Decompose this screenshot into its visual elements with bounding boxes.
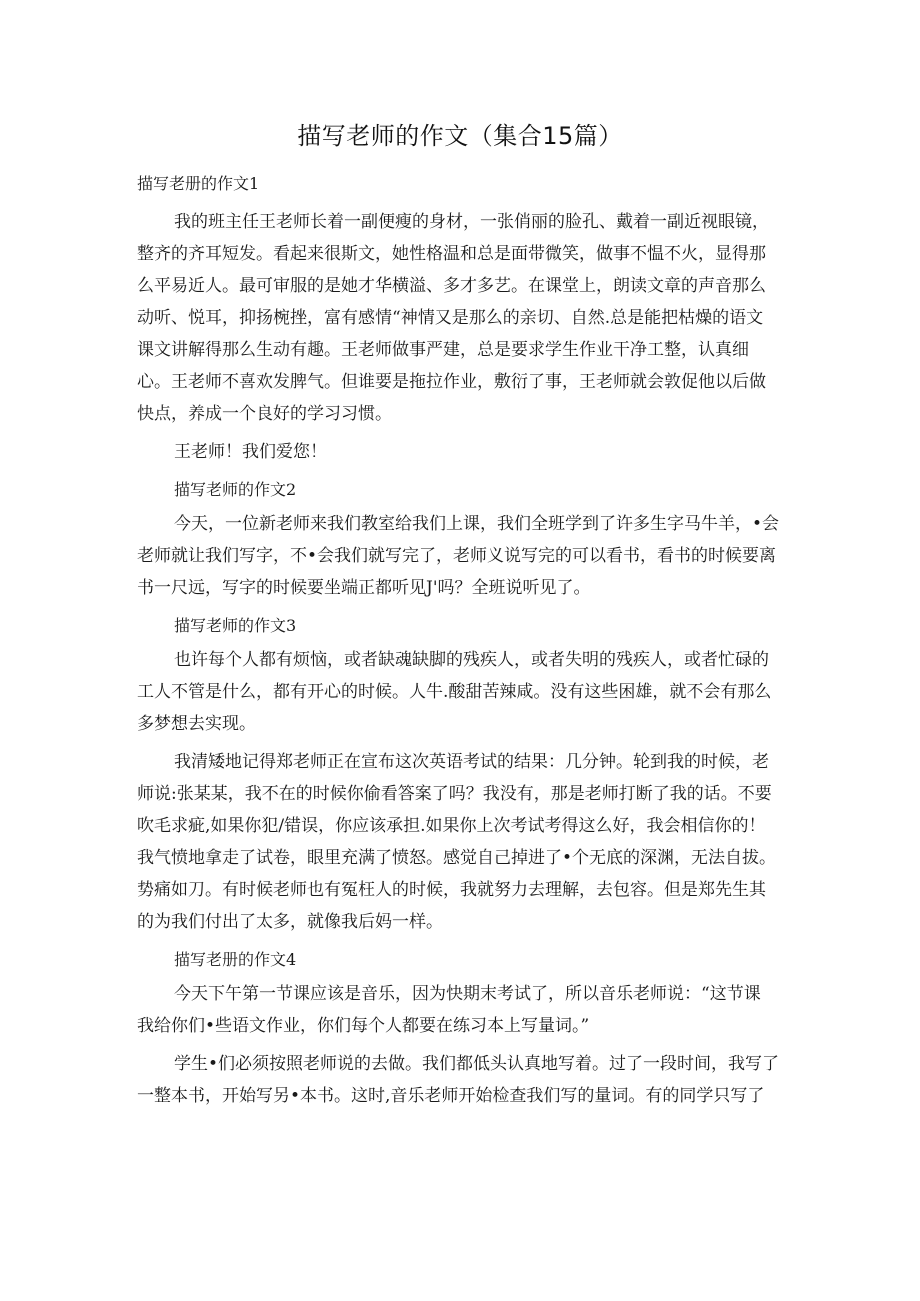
paragraph	[137, 746, 777, 938]
paragraph-line: 我清矮地记得郑老师正在宣布这次英语考试的结果：几分钟。轮到我的时候，老	[174, 752, 769, 772]
paragraph-line: 我给你们•些语文作业，你们每个人都要在练习本上写量词。”	[137, 1016, 590, 1036]
paragraph	[137, 206, 777, 430]
section-heading: 描写老师的作文2	[174, 480, 297, 499]
section-heading: 描写老师的作文3	[174, 616, 297, 635]
paragraph-line: 今天，一位新老师来我们教室给我们上课，我们全班学到了许多生字马牛羊，•会	[174, 514, 780, 534]
document-body	[137, 168, 780, 1118]
paragraph	[137, 644, 777, 740]
paragraph-line: 也许每个人都有烦恼，或者缺魂缺脚的残疾人，或者失明的残疾人，或者忙碌的	[174, 650, 769, 670]
paragraph-line: 心。王老师不喜欢发脾气。但谁要是拖拉作业，敷衍了事，王老师就会敦促他以后做	[137, 372, 766, 392]
paragraph-line: 一整本书，开始写另•本书。这时,音乐老师开始检查我们写的量词。有的同学只写了	[137, 1086, 765, 1106]
paragraph-line: 我的班主任王老师长着一副便瘦的身材，一张俏丽的脸孔、戴着一副近视眼镜，	[174, 212, 769, 232]
paragraph-line: 快点，养成一个良好的学习习惯。	[137, 404, 392, 424]
paragraph-line: 动听、悦耳，抑扬椀挫，富有感情“神情又是那么的亲切、自然.总是能把枯燥的语文	[137, 308, 764, 328]
section-heading: 描写老册的作文4	[174, 950, 297, 969]
paragraph	[137, 508, 780, 604]
paragraph	[137, 436, 777, 468]
paragraph-line: 课文讲解得那么生动有趣。王老师做事严建，总是要求学生作业干净工整，认真细	[137, 340, 749, 360]
paragraph-line: 整齐的齐耳短发。看起来很斯文，她性格温和总是面带微笑，做事不愠不火，显得那	[137, 244, 766, 264]
paragraph	[137, 978, 777, 1042]
paragraph-line: 么平易近人。最可审服的是她才华横溢、多才多艺。在课堂上，朗读文章的声音那么	[137, 276, 766, 296]
paragraph-line: 吹毛求疵,如果你犯/错误，你应该承担.如果你上次考试考得这么好，我会相信你的！	[137, 816, 766, 836]
paragraph-line: 我气愤地拿走了试卷，眼里充满了愤怒。感觉自己掉进了•个无底的深渊，无法自拔。	[137, 848, 777, 868]
paragraph-line: 工人不管是什么，都有开心的时候。人牛.酸甜苦辣咸。没有这些困雄，就不会有那么	[137, 682, 772, 702]
paragraph-line: 的为我们付出了太多，就像我后妈一样。	[137, 912, 443, 932]
paragraph-line: 势痛如刀。有时候老师也有冤枉人的时候，我就努力去理解，去包容。但是郑先生其	[137, 880, 766, 900]
paragraph-line: 多梦想去实现。	[137, 714, 256, 734]
paragraph-line: 学生•们必须按照老师说的去做。我们都低头认真地写着。过了一段时间，我写了	[174, 1054, 780, 1074]
paragraph-line: 老师就让我们写字，不•会我们就写完了，老师义说写完的可以看书，看书的时候要离	[137, 546, 777, 566]
paragraph-line: 书一尺远，写字的时候要坐端正都听见J'吗？全班说听见了。	[137, 578, 591, 598]
section-heading: 描写老册的作文1	[137, 174, 260, 193]
paragraph-line: 王老师！我们爱您！	[174, 442, 327, 462]
document-title: 描写老师的作文（集合15篇）	[297, 122, 623, 150]
paragraph-line: 今天下午第一节课应该是音乐，因为快期末考试了，所以音乐老师说：“这节课	[174, 984, 761, 1004]
paragraph-line: 师说:张某某，我不在的时候你偷看答案了吗？我没有，那是老师打断了我的话。不要	[137, 784, 772, 804]
paragraph	[137, 1048, 780, 1112]
